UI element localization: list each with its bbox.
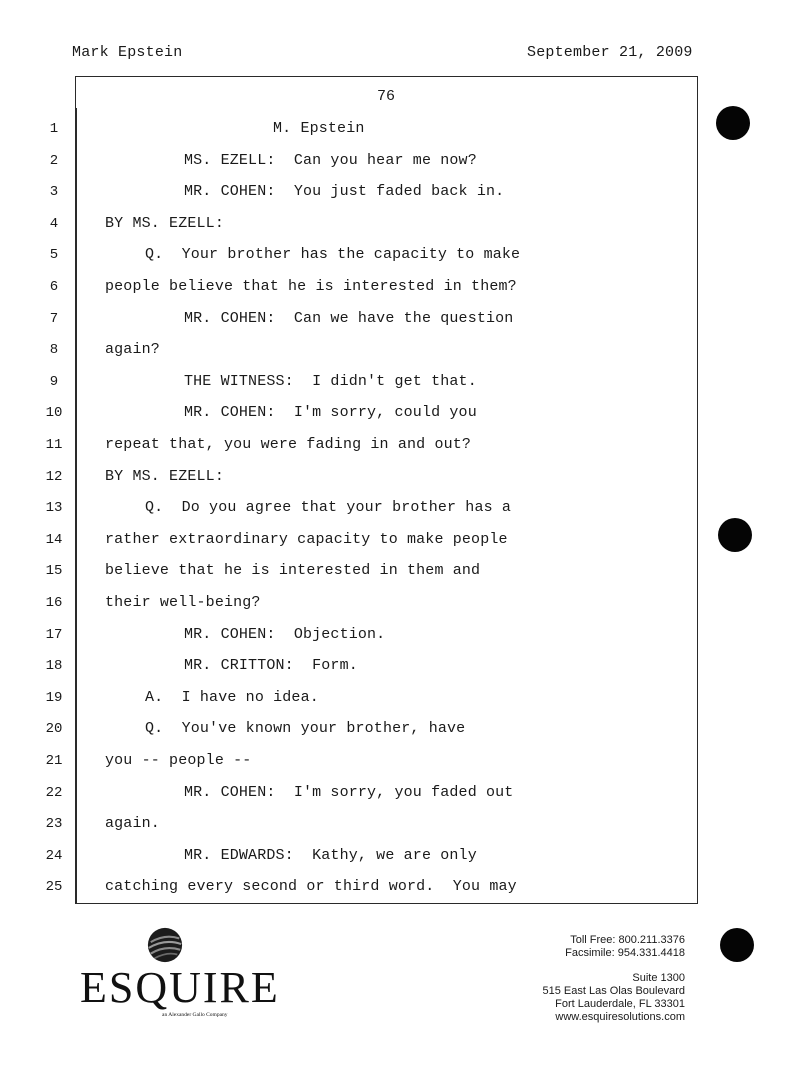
esquire-logo-tagline: an Alexander Gallo Company (162, 1012, 228, 1018)
line-number: 14 (45, 531, 63, 548)
line-number: 22 (45, 784, 63, 801)
line-number: 16 (45, 595, 63, 611)
line-number: 10 (45, 405, 63, 422)
deposition-date: September 21, 2009 (527, 44, 693, 61)
esquire-logo-text: ESQUIRE (80, 963, 280, 1012)
transcript-line: rather extraordinary capacity to make people (105, 530, 508, 548)
address-street: 515 East Las Olas Boulevard (542, 985, 685, 997)
line-number: 11 (45, 437, 63, 453)
line-number: 7 (49, 310, 59, 327)
line-number: 24 (45, 847, 63, 864)
line-number: 9 (49, 373, 59, 390)
line-number-rule (75, 108, 77, 904)
line-number: 4 (49, 215, 59, 232)
line-number: 2 (49, 152, 59, 169)
esquire-globe-icon (146, 926, 184, 964)
facsimile: Facsimile: 954.331.4418 (565, 947, 685, 959)
transcript-line: THE WITNESS: I didn't get that. (184, 372, 477, 390)
transcript-line: Q. Your brother has the capacity to make (145, 246, 521, 264)
transcript-line: again. (105, 815, 160, 833)
line-number: 19 (45, 689, 63, 706)
line-number: 17 (45, 626, 63, 643)
transcript-line: people believe that he is interested in them? (105, 278, 517, 295)
line-number: 1 (49, 121, 59, 137)
line-number: 3 (49, 184, 59, 201)
transcript-line: MR. COHEN: I'm sorry, you faded out (184, 783, 514, 801)
line-number: 20 (45, 721, 63, 738)
address-city: Fort Lauderdale, FL 33301 (555, 998, 685, 1010)
line-number: 15 (45, 563, 63, 580)
line-number: 6 (49, 279, 59, 295)
transcript-line: MR. COHEN: Can we have the question (184, 309, 514, 327)
line-number: 23 (45, 816, 63, 833)
line-number: 18 (45, 658, 63, 675)
transcript-line: Q. You've known your brother, have (145, 720, 466, 738)
transcript-line: repeat that, you were fading in and out? (105, 436, 472, 453)
transcript-line: Q. Do you agree that your brother has a (145, 499, 512, 517)
transcript-line: MS. EZELL: Can you hear me now? (184, 151, 477, 169)
transcript-line: MR. COHEN: I'm sorry, could you (184, 404, 477, 422)
transcript-line: their well-being? (105, 594, 261, 611)
website-link[interactable]: www.esquiresolutions.com (555, 1011, 685, 1023)
deponent-name: Mark Epstein (72, 44, 183, 61)
line-number: 5 (49, 247, 59, 264)
punch-hole-middle (718, 518, 752, 552)
transcript-line: you -- people -- (105, 752, 252, 769)
page-number: 76 (377, 88, 396, 105)
transcript-line: A. I have no idea. (145, 688, 319, 706)
transcript-line: BY MS. EZELL: (105, 467, 224, 485)
line-number: 21 (45, 753, 63, 769)
transcript-frame (75, 76, 698, 904)
transcript-line: MR. COHEN: Objection. (184, 625, 386, 643)
transcript-line: again? (105, 341, 160, 359)
punch-hole-bottom (720, 928, 754, 962)
toll-free: Toll Free: 800.211.3376 (570, 934, 685, 946)
line-number: 8 (49, 342, 59, 359)
address-suite: Suite 1300 (632, 972, 685, 984)
line-number: 13 (45, 500, 63, 517)
transcript-line: MR. EDWARDS: Kathy, we are only (184, 846, 477, 864)
transcript-line: M. Epstein (273, 120, 365, 137)
line-number: 25 (45, 879, 63, 896)
transcript-line: MR. COHEN: You just faded back in. (184, 183, 505, 201)
transcript-line: BY MS. EZELL: (105, 214, 224, 232)
transcript-line: MR. CRITTON: Form. (184, 657, 358, 675)
transcript-line: believe that he is interested in them and (105, 562, 481, 580)
transcript-line: catching every second or third word. You may (105, 878, 517, 896)
punch-hole-top (716, 106, 750, 140)
line-number: 12 (45, 468, 63, 485)
